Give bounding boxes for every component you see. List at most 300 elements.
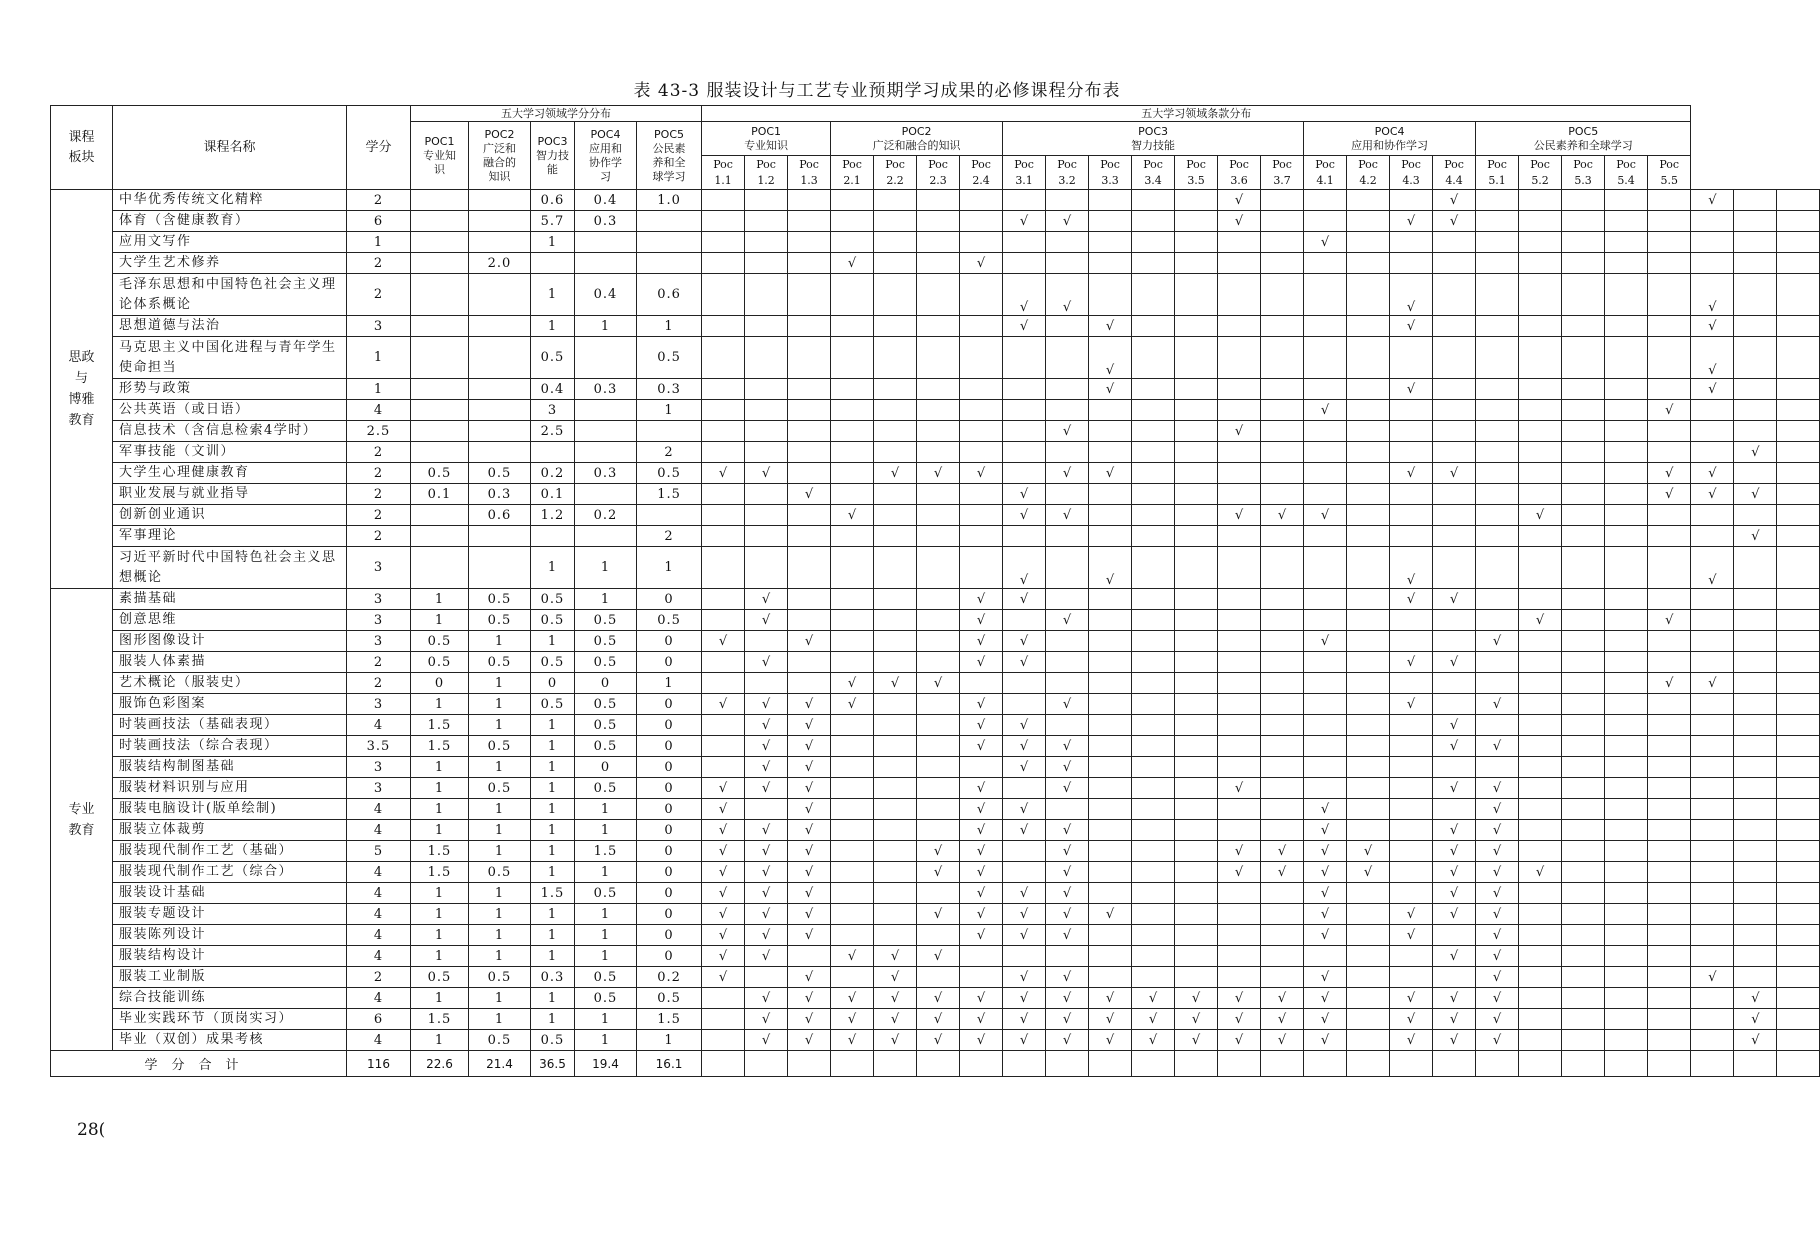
check-cell [1347,463,1390,484]
check-cell [1734,652,1777,673]
check-cell [1218,253,1261,274]
check-cell [1132,694,1175,715]
course-credit: 3 [347,589,411,610]
check-cell [1132,631,1175,652]
credit-poc-1: 1.5 [411,715,469,736]
check-cell: √ [831,673,874,694]
check-cell [745,799,788,820]
check-cell [1089,757,1132,778]
check-cell [1089,925,1132,946]
check-cell: √ [1003,505,1046,526]
credit-poc-4: 1 [575,799,637,820]
check-cell: √ [874,673,917,694]
check-cell [1132,211,1175,232]
check-cell [917,400,960,421]
check-cell [1347,652,1390,673]
check-cell [1648,232,1691,253]
check-cell [874,547,917,589]
check-cell [1562,316,1605,337]
table-row [51,190,1820,211]
check-cell [1476,316,1519,337]
check-cell [1390,757,1433,778]
check-cell: √ [1046,211,1089,232]
check-cell: √ [1390,589,1433,610]
check-cell [1089,883,1132,904]
table-row [51,547,1820,589]
check-cell [1648,967,1691,988]
credit-poc-4: 0.5 [575,715,637,736]
check-cell [1132,904,1175,925]
check-cell [1132,715,1175,736]
check-cell: √ [1476,883,1519,904]
check-cell: √ [1003,1009,1046,1030]
check-cell [831,211,874,232]
check-cell: √ [1476,799,1519,820]
check-cell [1218,799,1261,820]
credit-poc-3: 1 [531,904,575,925]
check-cell [702,673,745,694]
check-cell: √ [702,967,745,988]
check-cell: √ [1433,904,1476,925]
credit-poc-3: 1 [531,799,575,820]
check-cell [917,274,960,316]
check-cell: √ [702,841,745,862]
credit-poc-3: 5.7 [531,211,575,232]
credit-poc-2: 0.5 [469,862,531,883]
check-cell: √ [960,841,1003,862]
header-sub-poc-3.5: Poc 3.5 [1175,156,1218,190]
check-cell: √ [702,694,745,715]
check-cell [745,253,788,274]
check-cell [1519,652,1562,673]
check-cell [1777,316,1820,337]
credit-poc-3: 1 [531,316,575,337]
check-cell: √ [1304,505,1347,526]
check-cell [1304,715,1347,736]
check-cell: √ [1218,211,1261,232]
credit-poc-4 [575,442,637,463]
check-cell [917,820,960,841]
check-cell: √ [831,1009,874,1030]
total-poc-2: 21.4 [469,1051,531,1077]
credit-poc-4: 0.5 [575,988,637,1009]
check-cell [745,400,788,421]
check-cell: √ [1003,1030,1046,1051]
check-cell [1777,736,1820,757]
check-cell [1304,673,1347,694]
check-cell [1261,526,1304,547]
check-cell [788,610,831,631]
check-cell [831,799,874,820]
credit-poc-2 [469,211,531,232]
credit-poc-5: 1 [637,547,702,589]
table-row [51,841,1820,862]
course-credit: 3 [347,631,411,652]
check-cell [1605,253,1648,274]
check-cell [1175,484,1218,505]
course-name: 服饰色彩图案 [113,694,347,715]
check-cell [1648,274,1691,316]
course-name: 服装工业制版 [113,967,347,988]
check-cell [1519,484,1562,505]
check-cell [1261,778,1304,799]
check-cell: √ [1261,1009,1304,1030]
check-cell [960,526,1003,547]
header-sub-poc-5.2: Poc 5.2 [1519,156,1562,190]
credit-poc-2: 0.5 [469,967,531,988]
check-cell: √ [1476,694,1519,715]
credit-poc-1: 1.5 [411,841,469,862]
course-name: 服装电脑设计(版单绘制) [113,799,347,820]
check-cell [1089,673,1132,694]
check-cell [1218,736,1261,757]
check-cell [1691,715,1734,736]
check-cell [1519,778,1562,799]
credit-poc-2: 1 [469,946,531,967]
check-cell [788,1051,831,1077]
check-cell [1433,484,1476,505]
check-cell: √ [960,778,1003,799]
check-cell [1562,253,1605,274]
check-cell [1519,1051,1562,1077]
check-cell: √ [788,988,831,1009]
check-cell [1390,841,1433,862]
check-cell [874,274,917,316]
course-credit: 2 [347,673,411,694]
check-cell [831,841,874,862]
check-cell [1304,547,1347,589]
check-cell [1132,400,1175,421]
credit-poc-2: 0.5 [469,1030,531,1051]
check-cell: √ [1304,967,1347,988]
check-cell [960,400,1003,421]
check-cell [1476,505,1519,526]
course-name: 艺术概论（服装史） [113,673,347,694]
check-cell: √ [1304,883,1347,904]
course-credit: 6 [347,211,411,232]
check-cell [1261,316,1304,337]
check-cell [1562,820,1605,841]
check-cell [874,253,917,274]
check-cell: √ [1003,589,1046,610]
check-cell [1046,337,1089,379]
check-cell [1734,547,1777,589]
check-cell [1562,232,1605,253]
check-cell [1519,946,1562,967]
credit-poc-1 [411,253,469,274]
check-cell [874,841,917,862]
table-row [51,211,1820,232]
check-cell [1777,694,1820,715]
credit-poc-4 [575,337,637,379]
check-cell [745,526,788,547]
check-cell [745,484,788,505]
credit-poc-3: 1 [531,547,575,589]
table-row [51,505,1820,526]
check-cell [1347,757,1390,778]
check-cell [1175,946,1218,967]
check-cell [1175,631,1218,652]
credit-poc-4: 0 [575,673,637,694]
check-cell: √ [1046,841,1089,862]
check-cell: √ [1089,379,1132,400]
check-cell: √ [960,715,1003,736]
credit-poc-3: 3 [531,400,575,421]
check-cell [1089,421,1132,442]
check-cell [1562,400,1605,421]
header-sub-poc-3.7: Poc 3.7 [1261,156,1304,190]
check-cell: √ [745,883,788,904]
check-cell: √ [1132,1009,1175,1030]
check-cell [874,631,917,652]
check-cell [1562,379,1605,400]
course-credit: 2 [347,484,411,505]
check-cell [1777,442,1820,463]
header-course-name: 课程名称 [113,106,347,190]
header-sub-poc-1.2: Poc 1.2 [745,156,788,190]
check-cell [1261,631,1304,652]
check-cell [1046,232,1089,253]
check-cell [1519,589,1562,610]
header-sub-poc-3.1: Poc 3.1 [1003,156,1046,190]
course-name: 马克思主义中国化进程与青年学生使命担当 [113,337,347,379]
check-cell [1605,211,1648,232]
check-cell [1046,799,1089,820]
check-cell [1304,211,1347,232]
check-cell [1347,274,1390,316]
check-cell [917,925,960,946]
check-cell [1605,778,1648,799]
check-cell [1089,400,1132,421]
credit-poc-5: 0 [637,694,702,715]
credit-poc-2 [469,337,531,379]
check-cell [1777,1030,1820,1051]
header-sub-poc-1.1: Poc 1.1 [702,156,745,190]
credit-poc-3: 0.5 [531,1030,575,1051]
check-cell: √ [1476,988,1519,1009]
check-cell [1347,1009,1390,1030]
check-cell [1519,820,1562,841]
check-cell: √ [1046,463,1089,484]
course-name: 形势与政策 [113,379,347,400]
check-cell: √ [1175,1030,1218,1051]
check-cell [1261,484,1304,505]
check-cell [1390,484,1433,505]
check-cell [1691,820,1734,841]
check-cell [1347,190,1390,211]
table-row [51,253,1820,274]
credit-poc-5: 2 [637,526,702,547]
check-cell [831,904,874,925]
course-name: 大学生艺术修养 [113,253,347,274]
check-cell [1304,253,1347,274]
check-cell: √ [1089,1009,1132,1030]
check-cell [1089,652,1132,673]
check-cell [1519,715,1562,736]
check-cell: √ [1691,379,1734,400]
check-cell [702,400,745,421]
check-cell [1648,862,1691,883]
credit-poc-3: 1 [531,274,575,316]
credit-poc-1 [411,526,469,547]
course-name: 图形图像设计 [113,631,347,652]
check-cell [960,1051,1003,1077]
check-cell [1433,757,1476,778]
check-cell: √ [960,862,1003,883]
check-cell [1261,925,1304,946]
check-cell [1519,526,1562,547]
credit-poc-2: 1 [469,904,531,925]
course-credit: 4 [347,1030,411,1051]
check-cell [788,463,831,484]
check-cell [702,1051,745,1077]
check-cell [1046,589,1089,610]
credit-poc-1: 1 [411,694,469,715]
check-cell [1218,883,1261,904]
check-cell [1648,505,1691,526]
check-cell [1218,400,1261,421]
course-credit: 2 [347,526,411,547]
check-cell [1734,400,1777,421]
check-cell: √ [1691,673,1734,694]
check-cell [788,190,831,211]
check-cell [831,274,874,316]
credit-poc-3: 0.5 [531,589,575,610]
check-cell [1175,274,1218,316]
check-cell [1390,232,1433,253]
check-cell [1089,274,1132,316]
check-cell: √ [1304,1009,1347,1030]
credit-poc-3: 2.5 [531,421,575,442]
credit-poc-4 [575,484,637,505]
check-cell [1261,589,1304,610]
check-cell: √ [1476,967,1519,988]
check-cell [917,484,960,505]
check-cell [1390,799,1433,820]
check-cell [1734,631,1777,652]
check-cell [1777,484,1820,505]
check-cell: √ [702,925,745,946]
header-block: 课程 板块 [51,106,113,190]
check-cell [831,589,874,610]
credit-poc-1: 1 [411,988,469,1009]
check-cell [1347,379,1390,400]
check-cell [960,757,1003,778]
check-cell [1605,589,1648,610]
check-cell [1347,400,1390,421]
check-cell [1519,904,1562,925]
check-cell [745,442,788,463]
check-cell [1605,988,1648,1009]
check-cell [1304,1051,1347,1077]
check-cell: √ [1003,988,1046,1009]
check-cell [831,652,874,673]
check-cell: √ [960,463,1003,484]
check-cell: √ [1304,799,1347,820]
check-cell: √ [1304,400,1347,421]
check-cell: √ [1691,337,1734,379]
check-cell: √ [960,883,1003,904]
check-cell [1562,274,1605,316]
check-cell [1777,799,1820,820]
table-row [51,778,1820,799]
check-cell [1562,463,1605,484]
check-cell [1734,316,1777,337]
check-cell: √ [1046,694,1089,715]
check-cell [1777,211,1820,232]
credit-poc-3: 1 [531,820,575,841]
table-row [51,463,1820,484]
check-cell: √ [1390,925,1433,946]
check-cell [1691,610,1734,631]
check-cell [1691,589,1734,610]
check-cell: √ [1476,1009,1519,1030]
header-credit-poc-3: POC3 智力技 能 [531,122,575,190]
credit-poc-5 [637,421,702,442]
table-row [51,1030,1820,1051]
check-cell: √ [1433,946,1476,967]
check-cell: √ [788,484,831,505]
check-cell [1777,232,1820,253]
course-name: 习近平新时代中国特色社会主义思想概论 [113,547,347,589]
check-cell [1777,190,1820,211]
credit-poc-5: 2 [637,442,702,463]
check-cell [1218,904,1261,925]
check-cell: √ [874,967,917,988]
check-cell [1519,337,1562,379]
check-cell: √ [1648,463,1691,484]
check-cell [1562,589,1605,610]
block-label: 专业 教育 [51,589,113,1051]
check-cell: √ [1218,778,1261,799]
check-cell: √ [1433,778,1476,799]
credit-poc-1: 1 [411,883,469,904]
course-credit: 3 [347,694,411,715]
credit-poc-1 [411,442,469,463]
check-cell [1132,883,1175,904]
credit-poc-5: 0 [637,631,702,652]
check-cell [917,337,960,379]
check-cell [702,715,745,736]
check-cell: √ [745,988,788,1009]
check-cell [1089,946,1132,967]
check-cell [1261,820,1304,841]
course-credit: 3 [347,757,411,778]
check-cell [1003,673,1046,694]
check-cell: √ [745,652,788,673]
check-cell [1562,421,1605,442]
check-cell [1734,337,1777,379]
check-cell: √ [788,862,831,883]
check-cell [1261,379,1304,400]
check-cell [1089,505,1132,526]
header-credit-poc-4: POC4 应用和 协作学 习 [575,122,637,190]
check-cell [1777,253,1820,274]
check-cell [1433,232,1476,253]
check-cell: √ [1003,967,1046,988]
table-row [51,400,1820,421]
check-cell [1347,421,1390,442]
check-cell [1476,589,1519,610]
check-cell [788,337,831,379]
check-cell [1648,820,1691,841]
check-cell: √ [1734,484,1777,505]
check-cell [1433,274,1476,316]
check-cell [1175,505,1218,526]
check-cell [1089,589,1132,610]
check-cell [960,316,1003,337]
credit-poc-5: 0.5 [637,337,702,379]
